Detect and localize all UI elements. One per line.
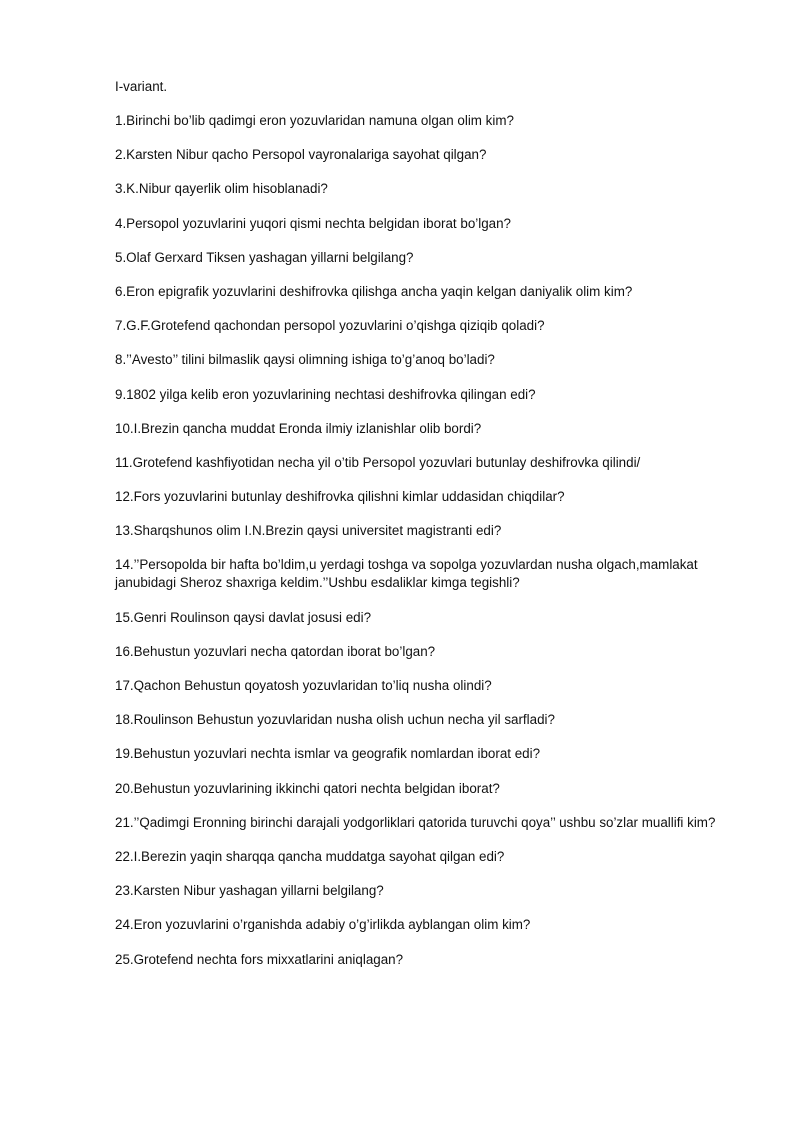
question-item: 21.’’Qadimgi Eronning birinchi darajali yodgorliklari qatorida turuvchi qoya’’ ushbu so’zlar muallifi kim? — [115, 814, 716, 830]
question-item: 19.Behustun yozuvlari nechta ismlar va geografik nomlardan iborat edi? — [115, 746, 541, 762]
question-item: 10.I.Brezin qancha muddat Eronda ilmiy izlanishlar olib bordi? — [115, 420, 482, 436]
question-item: 7.G.F.Grotefend qachondan persopol yozuvlarini o’qishga qiziqib qoladi? — [115, 318, 545, 334]
question-item: 9.1802 yilga kelib eron yozuvlarining nechtasi deshifrovka qilingan edi? — [115, 386, 536, 402]
question-item: 13.Sharqshunos olim I.N.Brezin qaysi universitet magistranti edi? — [115, 523, 502, 539]
question-item: 4.Persopol yozuvlarini yuqori qismi nechta belgidan iborat bo’lgan? — [115, 215, 512, 231]
document-page — [115, 78, 755, 985]
question-item: 3.K.Nibur qayerlik olim hisoblanadi? — [115, 181, 328, 197]
question-item: 6.Eron epigrafik yozuvlarini deshifrovka qilishga ancha yaqin kelgan daniyalik olim kim? — [115, 283, 633, 299]
question-item: 24.Eron yozuvlarini o’rganishda adabiy o’g’irlikda ayblangan olim kim? — [115, 917, 531, 933]
question-item: 25.Grotefend nechta fors mixxatlarini aniqlagan? — [115, 951, 404, 967]
question-item: 16.Behustun yozuvlari necha qatordan iborat bo’lgan? — [115, 643, 436, 659]
question-item: 22.I.Berezin yaqin sharqqa qancha muddatga sayohat qilgan edi? — [115, 848, 505, 864]
question-item: 11.Grotefend kashfiyotidan necha yil o’tib Persopol yozuvlari butunlay deshifrovka qilindi/ — [115, 454, 641, 470]
question-item: 8.’’Avesto’’ tilini bilmaslik qaysi olimning ishiga to’g’anoq bo’ladi? — [115, 352, 495, 368]
question-item: 20.Behustun yozuvlarining ikkinchi qatori nechta belgidan iborat? — [115, 780, 500, 796]
question-item: 1.Birinchi bo’lib qadimgi eron yozuvlaridan namuna olgan olim kim? — [115, 113, 514, 128]
question-item: 23.Karsten Nibur yashagan yillarni belgilang? — [115, 883, 384, 899]
question-item: 14.’’Persopolda bir hafta bo’ldim,u yerdagi toshga va sopolga yozuvlardan nusha olgach,mamlakat janubidagi Sheroz shaxriga keldim.’’Ushbu esdaliklar kimga tegishli? — [115, 557, 698, 591]
variant-heading: I-variant. — [115, 79, 168, 94]
question-item: 18.Roulinson Behustun yozuvlaridan nusha olish uchun necha yil sarfladi? — [115, 712, 555, 728]
question-item: 17.Qachon Behustun qoyatosh yozuvlaridan to’liq nusha olindi? — [115, 678, 492, 693]
question-list — [115, 112, 755, 969]
question-item: 12.Fors yozuvlarini butunlay deshifrovka qilishni kimlar uddasidan chiqdilar? — [115, 489, 565, 505]
question-item: 5.Olaf Gerxard Tiksen yashagan yillarni belgilang? — [115, 249, 414, 265]
question-item: 15.Genri Roulinson qaysi davlat josusi edi? — [115, 609, 372, 625]
question-item: 2.Karsten Nibur qacho Persopol vayronalariga sayohat qilgan? — [115, 147, 487, 163]
